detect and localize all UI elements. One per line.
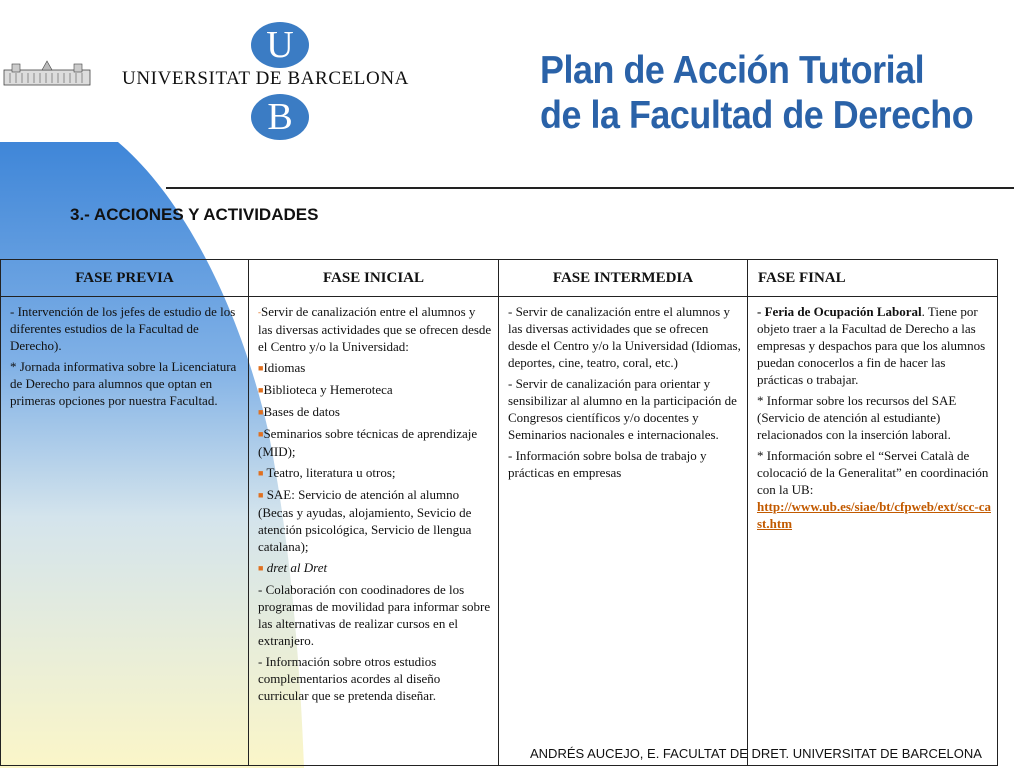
list-item: - Colaboración con coodinadores de los programas de movilidad para informar sobre las alternativas de realizar cursos en el extranjero.	[258, 582, 491, 648]
university-name: UNIVERSITAT DE BARCELONA	[122, 68, 409, 89]
bullet-icon: ■	[258, 385, 264, 395]
cell-fase-previa	[1, 297, 249, 766]
bullet-icon: ■	[258, 563, 264, 573]
bullet-icon: ■	[258, 429, 264, 439]
list-item: - Servir de canalización entre el alumnos y las diversas actividades que se ofrecen desde el Centro y/o la Universidad (Idiomas, deportes, cine, teatro, coral, etc.)	[508, 304, 741, 370]
page-title-line-2: de la Facultad de Derecho	[540, 94, 974, 137]
phases-table	[0, 259, 998, 766]
header-fase-previa: FASE PREVIA	[1, 260, 249, 297]
bullet-icon: ■	[258, 407, 264, 417]
header-divider	[166, 187, 1014, 189]
bullet-icon: -	[258, 307, 261, 317]
list-item: ■Bases de datos	[258, 404, 340, 419]
cell-fase-final	[748, 297, 998, 766]
list-item: ■ Teatro, literatura u otros;	[258, 465, 396, 480]
list-item: ■Seminarios sobre técnicas de aprendizaje (MID);	[258, 426, 478, 459]
list-item: * Jornada informativa sobre la Licenciatura de Derecho para alumnos que optan en primeras opciones por nuestra Facultad.	[10, 359, 237, 408]
section-title: 3.- ACCIONES Y ACTIVIDADES	[70, 205, 319, 224]
list-item: - Información sobre bolsa de trabajo y prácticas en empresas	[508, 448, 707, 480]
list-item: - Servir de canalización para orientar y sensibilizar al alumno en la participación de Congresos científicos y/o docentes y Seminarios nacionales e internacionales.	[508, 376, 737, 442]
list-item: * Información sobre el “Servei Català de colocació de la Generalitat” en coordinación con la UB: http://www.ub.es/siae/bt/cfpweb/ext/scc-cast.htm	[757, 448, 991, 531]
bullet-icon: ■	[258, 468, 264, 478]
list-item: - Información sobre otros estudios complementarios acordes al diseño curricular que se pretenda diseñar.	[258, 654, 441, 703]
table-row	[1, 297, 998, 766]
footer-credit: ANDRÉS AUCEJO, E. FACULTAT DE DRET. UNIVERSITAT DE BARCELONA	[530, 746, 982, 761]
list-item: - Feria de Ocupación Laboral. Tiene por objeto traer a la Facultad de Derecho a las empresas y despachos para que los alumnos puedan conocerlos a fin de hacer las prácticas o trabajar.	[757, 304, 986, 387]
header-fase-inicial: FASE INICIAL	[249, 260, 499, 297]
list-item: - Intervención de los jefes de estudio de los diferentes estudios de la Facultad de Derecho).	[10, 304, 236, 353]
list-item: ■Biblioteca y Hemeroteca	[258, 382, 393, 397]
bullet-icon: ■	[258, 490, 264, 500]
list-item: ■ SAE: Servicio de atención al alumno (Becas y ayudas, alojamiento, Sevicio de atención psicológica, Servicio de llengua catalana);	[258, 487, 472, 554]
building-icon	[2, 58, 92, 86]
header-fase-intermedia: FASE INTERMEDIA	[499, 260, 748, 297]
table-header-row	[1, 260, 998, 297]
cell-fase-inicial	[249, 297, 499, 766]
list-item: -Servir de canalización entre el alumnos y las diversas actividades que se ofrecen desde el Centro y/o la Universidad:	[258, 304, 492, 354]
cell-fase-intermedia	[499, 297, 748, 766]
bullet-icon: ■	[258, 363, 264, 373]
list-item: * Informar sobre los recursos del SAE (Servicio de atención al estudiante) relacionados con la inserción laboral.	[757, 393, 957, 442]
logo-b-icon: B	[251, 94, 309, 140]
scc-link[interactable]: http://www.ub.es/siae/bt/cfpweb/ext/scc-cast.htm	[757, 499, 991, 531]
page-title-line-1: Plan de Acción Tutorial	[540, 49, 925, 92]
list-item: ■ dret al Dret	[258, 560, 328, 575]
header-fase-final: FASE FINAL	[748, 260, 998, 297]
logo-u-icon: U	[251, 22, 309, 68]
list-item: ■Idiomas	[258, 360, 306, 375]
